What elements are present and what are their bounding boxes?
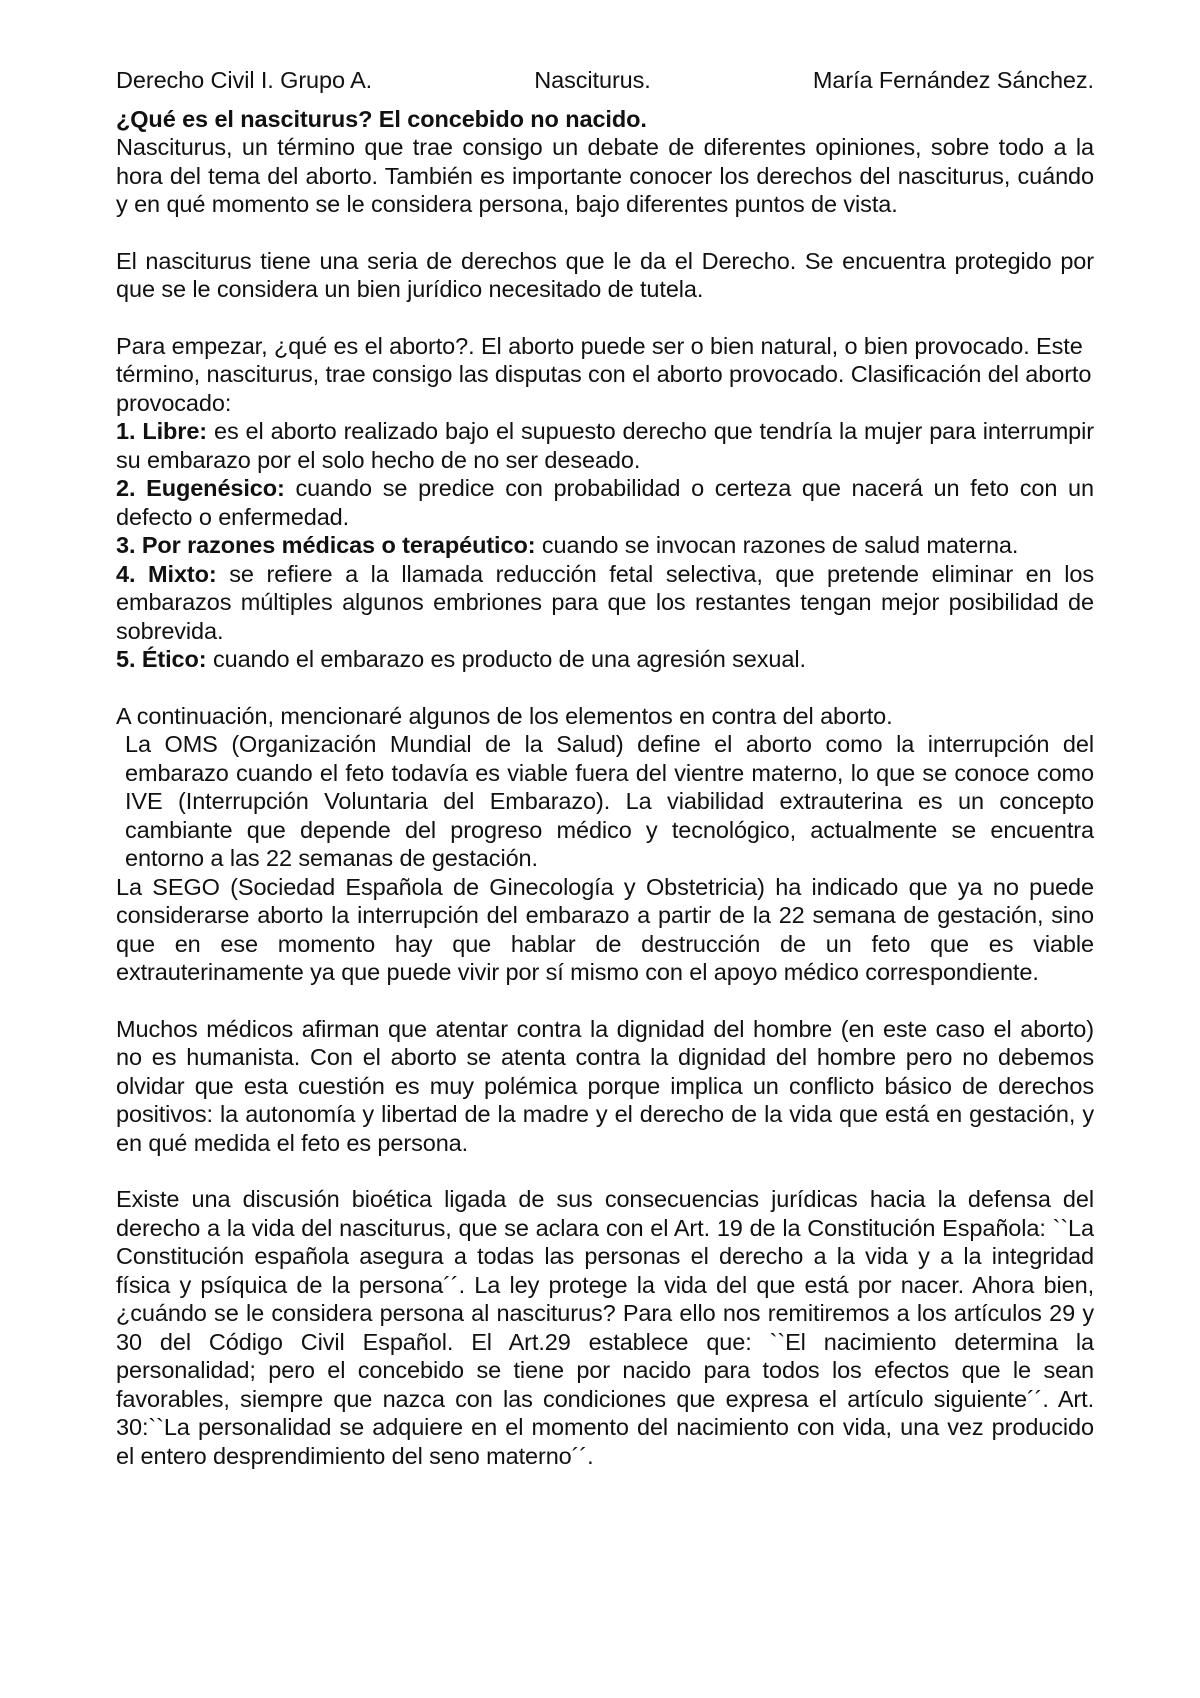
document-title: ¿Qué es el nasciturus? El concebido no nacido. bbox=[116, 105, 647, 132]
legal-paragraph: Existe una discusión bioética ligada de sus consecuencias jurídicas hacia la defensa del derecho a la vida del nasciturus, que se aclara con el Art. 19 de la Constitución Española: ``La Constitución española asegura a todas las personas el derecho a la vida y a la integridad física y psíquica de la persona´´. La ley protege la vida del que está por nacer. Ahora bien, ¿cuándo se le considera persona al nasciturus? Para ello nos remitiremos a los artículos 29 y 30 del Código Civil Español. El Art.29 establece que: ``El nacimiento determina la personalidad; pero el concebido se tiene por nacido para todos los efectos que le sean favorables, siempre que nazca con las condiciones que expresa el artículo siguiente´´. Art. 30:``La personalidad se adquiere en el momento del nacimiento con vida, una vez producido el entero desprendimiento del seno materno´´. bbox=[116, 1186, 1094, 1469]
intro-paragraph-2: El nasciturus tiene una seria de derechos que le da el Derecho. Se encuentra protegido por que se le considera un bien jurídico necesitado de tutela. bbox=[116, 247, 1094, 302]
list-item bbox=[116, 474, 1094, 531]
header-topic: Nasciturus. bbox=[534, 67, 651, 93]
item-text: se refiere a la llamada reducción fetal selectiva, que pretende eliminar en los embarazos múltiples algunos embriones para que los restantes tengan mejor posibilidad de sobrevida. bbox=[116, 560, 1094, 644]
item-label: 2. Eugenésico: bbox=[116, 475, 285, 501]
item-label: 3. Por razones médicas o terapéutico: bbox=[116, 532, 536, 558]
page-header bbox=[116, 66, 1094, 95]
list-item bbox=[116, 417, 1094, 474]
sego-paragraph: La SEGO (Sociedad Española de Ginecología y Obstetricia) ha indicado que ya no puede considerarse aborto la interrupción del embarazo a partir de la 22 semana de gestación, sino que en ese momento hay que hablar de destrucción de un feto que es viable extrauterinamente ya que puede vivir por sí mismo con el apoyo médico correspondiente. bbox=[116, 873, 1094, 985]
list-item bbox=[116, 645, 1094, 674]
item-text: cuando se predice con probabilidad o certeza que nacerá un feto con un defecto o enfermedad. bbox=[116, 475, 1094, 530]
classification-list bbox=[116, 417, 1094, 674]
list-item bbox=[116, 531, 1094, 560]
against-lead-paragraph: A continuación, mencionaré algunos de los elementos en contra del aborto. bbox=[116, 702, 893, 729]
header-author: María Fernández Sánchez. bbox=[812, 67, 1094, 93]
item-text: es el aborto realizado bajo el supuesto derecho que tendría la mujer para interrumpir su embarazo por el solo hecho de no ser deseado. bbox=[116, 418, 1094, 473]
item-text: cuando el embarazo es producto de una agresión sexual. bbox=[206, 646, 806, 672]
document-page bbox=[116, 66, 1094, 1470]
item-label: 4. Mixto: bbox=[116, 560, 217, 587]
item-label: 1. Libre: bbox=[116, 418, 208, 444]
oms-paragraph: La OMS (Organización Mundial de la Salud) define el aborto como la interrupción del embarazo cuando el feto todavía es viable fuera del vientre materno, lo que se conoce como IVE (Interrupción Voluntaria del Embarazo). La viabilidad extrauterina es un concepto cambiante que depende del progreso médico y tecnológico, actualmente se encuentra entorno a las 22 semanas de gestación. bbox=[125, 731, 1094, 871]
list-item bbox=[116, 560, 1094, 646]
intro-paragraph-3: Para empezar, ¿qué es el aborto?. El aborto puede ser o bien natural, o bien provocado. Este término, nasciturus, trae consigo las disputas con el aborto provocado. Clasificación del aborto provocado: bbox=[116, 332, 1092, 416]
item-text: cuando se invocan razones de salud materna. bbox=[535, 532, 1019, 558]
item-label: 5. Ético: bbox=[116, 646, 207, 672]
dignity-paragraph: Muchos médicos afirman que atentar contra la dignidad del hombre (en este caso el aborto) no es humanista. Con el aborto se atenta contra la dignidad del hombre pero no debemos olvidar que esta cuestión es muy polémica porque implica un conflicto básico de derechos positivos: la autonomía y libertad de la madre y el derecho de la vida que está en gestación, y en qué medida el feto es persona. bbox=[116, 1015, 1094, 1156]
header-course: Derecho Civil I. Grupo A. bbox=[116, 67, 373, 93]
intro-paragraph-1: Nasciturus, un término que trae consigo un debate de diferentes opiniones, sobre todo a la hora del tema del aborto. También es importante conocer los derechos del nasciturus, cuándo y en qué momento se le considera persona, bajo diferentes puntos de vista. bbox=[116, 134, 1094, 217]
